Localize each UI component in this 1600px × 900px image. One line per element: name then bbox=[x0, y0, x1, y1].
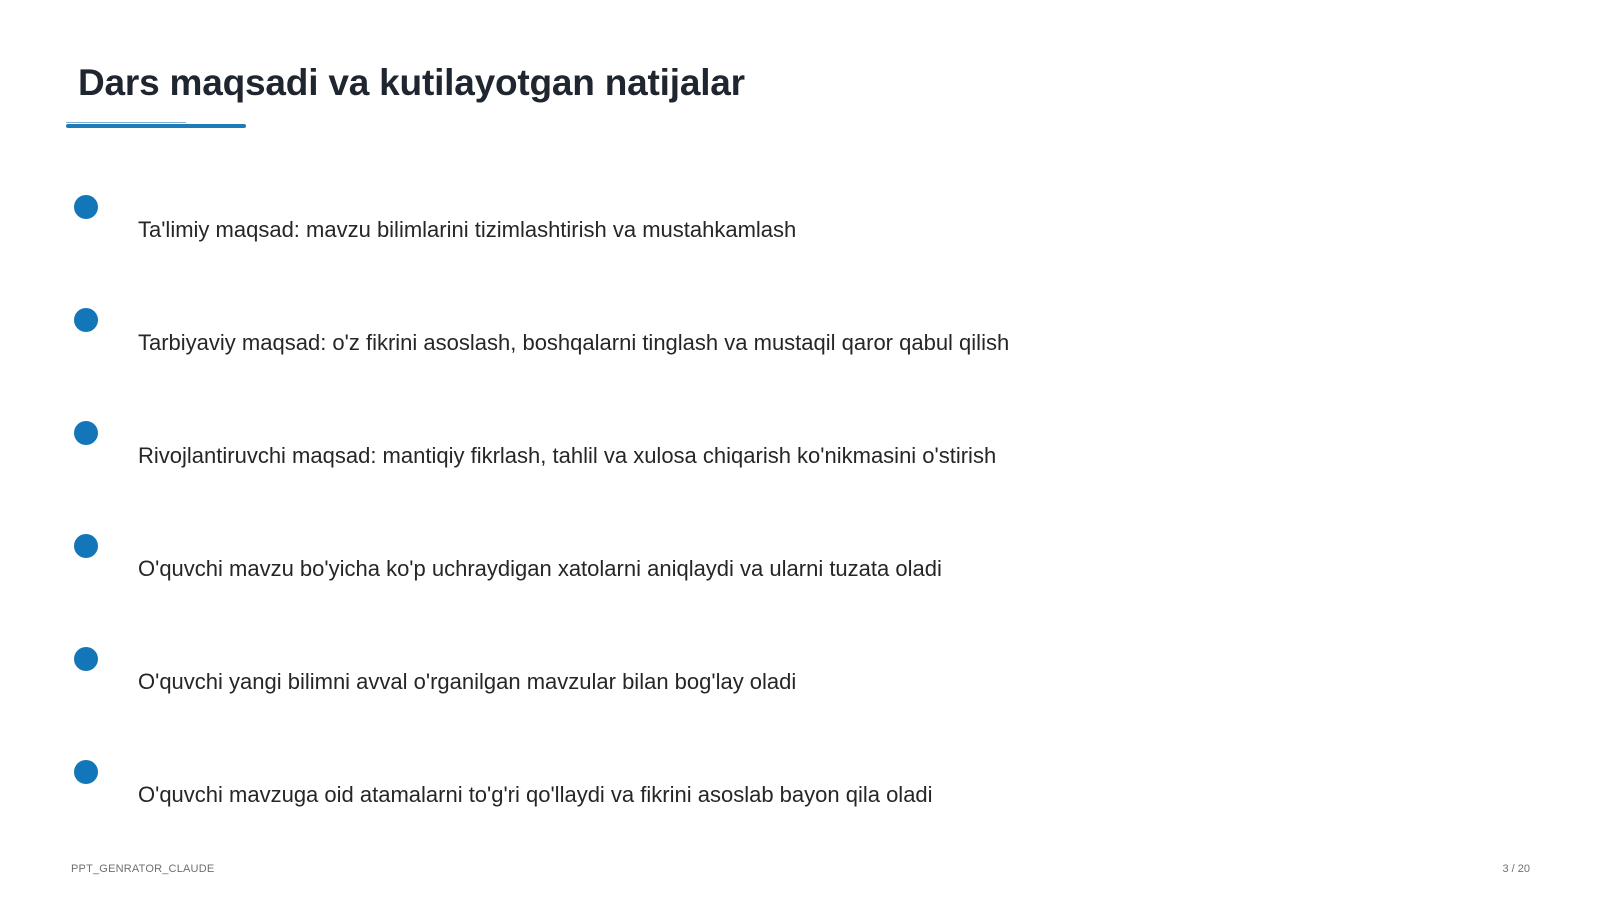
bullet-text: O'quvchi yangi bilimni avval o'rganilgan mavzular bilan bog'lay oladi bbox=[138, 669, 797, 694]
slide-title: Dars maqsadi va kutilayotgan natijalar bbox=[78, 62, 745, 103]
bullet-item bbox=[0, 534, 1600, 594]
bullet-dot-icon bbox=[74, 647, 98, 671]
bullet-item bbox=[0, 647, 1600, 707]
bullet-dot-icon bbox=[74, 534, 98, 558]
footer-source: PPT_GENRATOR_CLAUDE bbox=[71, 863, 215, 875]
bullet-text: O'quvchi mavzuga oid atamalarni to'g'ri qo'llaydi va fikrini asoslab bayon qila oladi bbox=[138, 782, 933, 807]
bullet-text: Tarbiyaviy maqsad: o'z fikrini asoslash, boshqalarni tinglash va mustaqil qaror qabul qilish bbox=[138, 330, 1010, 355]
bullet-item bbox=[0, 308, 1600, 368]
bullet-dot-icon bbox=[74, 308, 98, 332]
page-number: 3 / 20 bbox=[1502, 863, 1530, 875]
bullet-text: Rivojlantiruvchi maqsad: mantiqiy fikrlash, tahlil va xulosa chiqarish ko'nikmasini o'stirish bbox=[138, 443, 997, 468]
bullet-text: O'quvchi mavzu bo'yicha ko'p uchraydigan xatolarni aniqlaydi va ularni tuzata oladi bbox=[138, 556, 942, 581]
bullet-item bbox=[0, 195, 1600, 255]
bullet-item bbox=[0, 760, 1600, 820]
bullet-dot-icon bbox=[74, 760, 98, 784]
bullet-text: Ta'limiy maqsad: mavzu bilimlarini tizimlashtirish va mustahkamlash bbox=[138, 217, 797, 242]
bullet-item bbox=[0, 421, 1600, 481]
bullet-dot-icon bbox=[74, 421, 98, 445]
bullet-dot-icon bbox=[74, 195, 98, 219]
